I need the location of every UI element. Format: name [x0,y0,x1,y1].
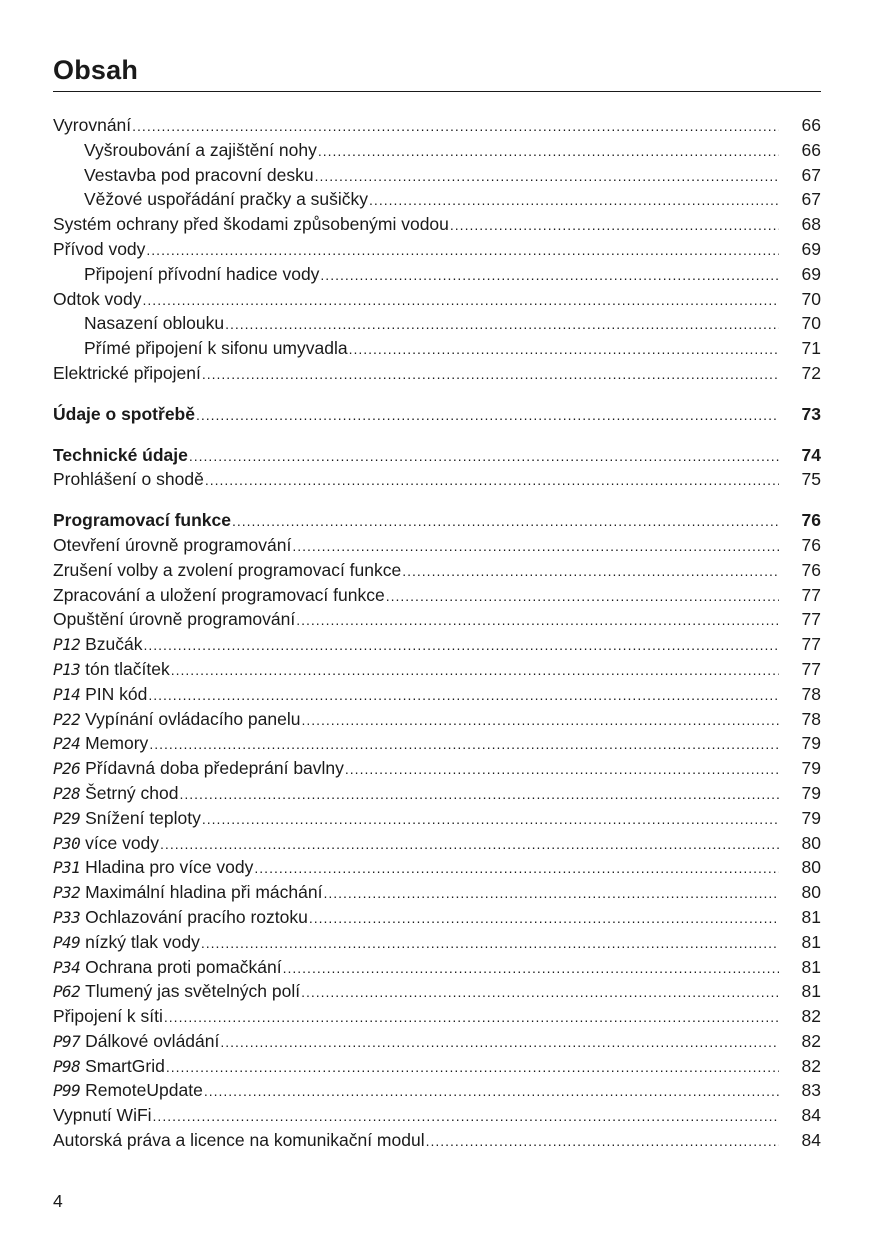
toc-entry-label: Maximální hladina při máchání [85,882,323,903]
function-code: P12 [53,635,81,655]
toc-entry-page: 72 [801,362,821,383]
toc-entry[interactable] [53,855,821,880]
function-code: P22 [53,709,81,729]
toc-entry[interactable] [53,1103,821,1128]
dot-leader [148,682,779,708]
toc-entry[interactable] [53,707,821,732]
function-code: P97 [53,1031,81,1051]
toc-entry-title [53,979,300,1005]
toc-entry-title: Vypnutí WiFi [53,1105,152,1126]
toc-entry-page: 78 [801,683,821,704]
toc-entry-page: 67 [801,189,821,210]
toc-entry-page: 67 [801,164,821,185]
toc-entry[interactable] [53,930,821,955]
toc-entry-title: Programovací funkce [53,510,231,531]
toc-entry[interactable] [53,138,821,163]
toc-entry-label: Šetrný chod [85,782,179,803]
toc-entry-label: Snížení teploty [85,807,201,828]
toc-entry-title: Vestavba pod pracovní desku [84,164,314,185]
function-code: P31 [53,858,81,878]
toc-entry-title [53,632,143,658]
toc-entry-page: 68 [801,214,821,235]
toc-entry-label: Dálkové ovládání [85,1030,220,1051]
dot-leader [220,1029,779,1055]
function-code: P26 [53,759,81,779]
toc-entry-title: Prohlášení o shodě [53,469,204,490]
toc-entry-label: nízký tlak vody [85,931,200,952]
toc-entry[interactable] [53,955,821,980]
toc-entry-title: Elektrické připojení [53,362,201,383]
toc-entry-label: více vody [85,832,160,853]
dot-leader [201,930,779,956]
dot-leader [189,443,779,469]
function-code: P98 [53,1056,81,1076]
toc-entry[interactable] [53,361,821,386]
toc-entry-label: Memory [85,733,149,754]
toc-entry-label: Ochlazování pracího roztoku [85,906,308,927]
dot-leader [296,607,779,633]
toc-entry-page: 74 [801,444,821,465]
toc-entry-title: Opuštění úrovně programování [53,609,296,630]
toc-entry[interactable] [53,1078,821,1103]
toc-entry-title [53,731,148,757]
page-title: Obsah [53,55,139,85]
toc-entry[interactable] [53,880,821,905]
toc-entry[interactable] [53,467,821,492]
toc-entry-label: tón tlačítek [85,658,170,679]
toc-entry[interactable] [53,583,821,608]
toc-entry-title [53,955,282,981]
dot-leader [301,979,779,1005]
dot-leader [143,287,779,313]
toc-entry-title: Vyšroubování a zajištění nohy [84,139,317,160]
dot-leader [180,781,780,807]
toc-entry-page: 76 [801,510,821,531]
toc-entry[interactable] [53,607,821,632]
toc-entry-page: 69 [801,263,821,284]
toc-entry[interactable] [53,212,821,237]
dot-leader [166,1054,779,1080]
dot-leader [146,237,779,263]
toc-entry-page: 78 [801,708,821,729]
toc-entry-page: 82 [801,1006,821,1027]
function-code: P24 [53,734,81,754]
toc-entry[interactable] [53,905,821,930]
toc-entry-page: 80 [801,882,821,903]
dot-leader [349,336,779,362]
toc-entry-page: 71 [801,338,821,359]
toc-entry[interactable] [53,1029,821,1054]
toc-entry[interactable] [53,311,821,336]
toc-entry[interactable] [53,336,821,361]
toc-entry-page: 66 [801,139,821,160]
toc-entry[interactable] [53,113,821,138]
toc-entry-page: 79 [801,782,821,803]
dot-leader [132,113,779,139]
toc-entry-title: Zrušení volby a zvolení programovací funkce [53,559,402,580]
toc-entry[interactable] [53,1128,821,1153]
toc-entry-title: Nasazení oblouku [84,313,225,334]
toc-entry-page: 84 [801,1105,821,1126]
toc-entry-title: Přívod vody [53,238,146,259]
title-divider [53,91,821,92]
function-code: P29 [53,808,81,828]
toc-entry-title: Připojení přívodní hadice vody [84,263,320,284]
toc-entry-page: 77 [801,584,821,605]
toc-entry[interactable] [53,632,821,657]
function-code: P30 [53,833,81,853]
toc-entry-title [53,905,308,931]
toc-entry-page: 81 [801,981,821,1002]
toc-entry-title: Věžové uspořádání pračky a sušičky [84,189,369,210]
dot-leader [301,707,779,733]
toc-entry-page: 77 [801,609,821,630]
toc-entry-page: 80 [801,857,821,878]
toc-entry-title [53,1078,203,1104]
function-code: P33 [53,907,81,927]
toc-entry-title [53,682,147,708]
toc-entry-label: Ochrana proti pomačkání [85,956,282,977]
dot-leader [232,508,779,534]
toc-entry-label: Vypínání ovládacího panelu [85,708,301,729]
dot-leader [386,583,779,609]
dot-leader [283,955,779,981]
toc-entry[interactable] [53,831,821,856]
toc-entry-label: Tlumený jas světelných polí [85,981,301,1002]
table-of-contents [53,113,821,1153]
dot-leader [292,533,779,559]
toc-entry-page: 73 [801,403,821,424]
toc-entry-page: 79 [801,807,821,828]
toc-entry-page: 75 [801,469,821,490]
toc-entry-title: Zpracování a uložení programovací funkce [53,584,385,605]
toc-entry-title: Autorská práva a licence na komunikační modul [53,1130,425,1151]
function-code: P14 [53,684,81,704]
toc-entry-title [53,930,200,956]
toc-entry[interactable] [53,756,821,781]
toc-entry[interactable] [53,1004,821,1029]
toc-section-entry[interactable] [53,508,821,533]
function-code: P62 [53,982,81,1002]
dot-leader [164,1004,779,1030]
toc-entry-page: 80 [801,832,821,853]
toc-entry-label: SmartGrid [85,1055,165,1076]
toc-entry-title: Systém ochrany před škodami způsobenými vodou [53,214,449,235]
toc-entry-title [53,756,344,782]
toc-entry-page: 79 [801,758,821,779]
dot-leader [202,806,779,832]
toc-entry-page: 81 [801,931,821,952]
toc-entry-page: 69 [801,238,821,259]
dot-leader [315,163,779,189]
function-code: P49 [53,932,81,952]
toc-entry-page: 70 [801,313,821,334]
toc-entry-page: 70 [801,288,821,309]
dot-leader [369,187,779,213]
toc-section-entry[interactable] [53,402,821,427]
dot-leader [160,831,779,857]
function-code: P28 [53,783,81,803]
toc-entry-title [53,1054,165,1080]
toc-entry-title: Přímé připojení k sifonu umyvadla [84,338,348,359]
toc-entry-page: 83 [801,1080,821,1101]
dot-leader [205,467,779,493]
toc-entry-page: 84 [801,1130,821,1151]
function-code: P32 [53,883,81,903]
dot-leader [426,1128,779,1154]
dot-leader [202,361,779,387]
toc-entry[interactable] [53,262,821,287]
toc-entry[interactable] [53,1054,821,1079]
toc-entry-title [53,657,170,683]
toc-entry-label: Přídavná doba předeprání bavlny [85,758,344,779]
toc-entry-title [53,806,201,832]
toc-entry[interactable] [53,163,821,188]
toc-entry-page: 82 [801,1055,821,1076]
toc-entry[interactable] [53,187,821,212]
dot-leader [149,731,779,757]
dot-leader [309,905,779,931]
toc-entry-label: Bzučák [85,634,143,655]
toc-entry-title [53,1029,219,1055]
toc-entry-page: 77 [801,658,821,679]
dot-leader [320,262,779,288]
toc-entry-title: Vyrovnání [53,115,132,135]
toc-entry-page: 79 [801,733,821,754]
toc-entry-title: Připojení k síti [53,1006,163,1027]
dot-leader [345,756,779,782]
toc-entry-page: 66 [801,115,821,135]
toc-entry[interactable] [53,237,821,262]
page-number: 4 [53,1191,63,1211]
dot-leader [254,855,779,881]
toc-entry[interactable] [53,657,821,682]
toc-entry-title [53,707,300,733]
function-code: P34 [53,957,81,977]
toc-entry[interactable] [53,533,821,558]
toc-entry[interactable] [53,806,821,831]
function-code: P13 [53,659,81,679]
toc-entry-label: RemoteUpdate [85,1080,203,1101]
dot-leader [171,657,779,683]
toc-entry[interactable] [53,731,821,756]
toc-entry-title: Odtok vody [53,288,142,309]
toc-entry-title [53,855,253,881]
dot-leader [204,1078,779,1104]
toc-entry-title: Údaje o spotřebě [53,403,195,424]
toc-entry-title: Otevření úrovně programování [53,534,292,555]
toc-entry[interactable] [53,287,821,312]
toc-entry[interactable] [53,781,821,806]
toc-entry-page: 82 [801,1030,821,1051]
toc-entry-title [53,781,179,807]
toc-entry-page: 76 [801,534,821,555]
dot-leader [153,1103,779,1129]
toc-entry[interactable] [53,979,821,1004]
dot-leader [196,402,779,428]
toc-entry-page: 81 [801,956,821,977]
toc-entry-page: 76 [801,559,821,580]
toc-entry-label: Hladina pro více vody [85,857,254,878]
dot-leader [402,558,779,584]
dot-leader [323,880,779,906]
dot-leader [450,212,779,238]
toc-entry[interactable] [53,558,821,583]
toc-entry-label: PIN kód [85,683,148,704]
toc-entry[interactable] [53,682,821,707]
toc-entry-title [53,880,322,906]
toc-entry-title: Technické údaje [53,444,188,465]
toc-section-entry[interactable] [53,443,821,468]
toc-entry-title [53,831,159,857]
toc-entry-page: 77 [801,634,821,655]
dot-leader [225,311,779,337]
dot-leader [318,138,779,164]
toc-entry-page: 81 [801,906,821,927]
dot-leader [144,632,780,658]
function-code: P99 [53,1081,81,1101]
